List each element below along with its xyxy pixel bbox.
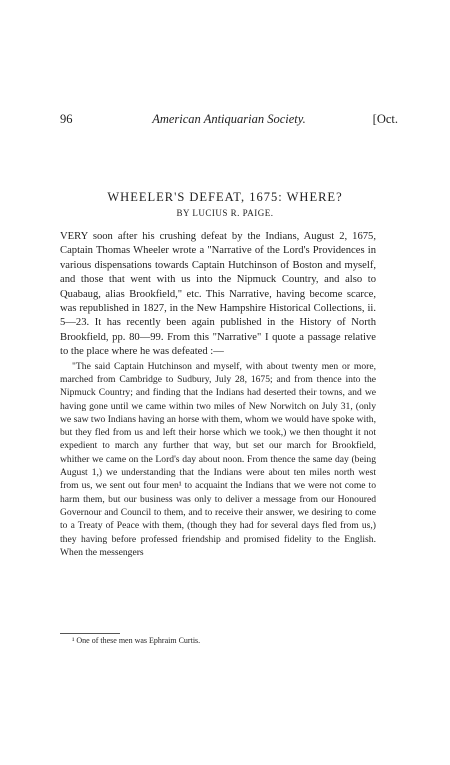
article-title: WHEELER'S DEFEAT, 1675: WHERE? <box>107 190 343 204</box>
article-byline: BY LUCIUS R. PAIGE. <box>176 208 274 218</box>
page-number: 96 <box>60 112 73 126</box>
quoted-narrative-paragraph: "The said Captain Hutchinson and myself, with about twenty men or more, marched from Cambridge to Sudbury, July 28, 1675; and from thence into the Nipmuck Country; and finding that the Indians had deserted their towns, and we having gone until we came within two miles of New Norwitch on July 31, (only we saw two Indians having an horse with them, whom we would have spoke with, but they fled from us and left their horse which we took,) we then thought it not expedient to march any further that way, but set our march for Brookfield, whither we came on the Lord's day about noon. From thence the same day (being August 1,) we understanding that the Indians were about ten miles north west from us, we sent out four men¹ to acquaint the Indians that we were not come to harm them, but our business was only to deliver a message from our Honoured Governour and Council to them, and to receive their answer, we desiring to come to a Treaty of Peace with them, (though they had for several days fled from us,) they having before professed friendship and promised fidelity to the English. When the messengers <box>60 360 377 558</box>
article-body <box>60 230 376 559</box>
running-head <box>60 112 398 128</box>
intro-paragraph: VERY soon after his crushing defeat by the Indians, August 2, 1675, Captain Thomas Wheeler wrote a "Narrative of the Lord's Providences in various dispensations towards Captain Hutchinson of Boston and myself, and those that went with us into the Nipmuck Country, and also to Quabaug, alias Brookfield," etc. This Narrative, having become scarce, was republished in 1827, in the New Hampshire Historical Collections, ii. 5—23. It has recently been again published in the History of North Brookfield, pp. 80—99. From this "Narrative" I quote a passage relative to the place where he was defeated :— <box>60 231 376 358</box>
footnote: ¹ One of these men was Ephraim Curtis. <box>72 636 201 645</box>
journal-title: American Antiquarian Society. <box>152 112 306 126</box>
footnote-divider <box>60 633 120 634</box>
running-head-month: [Oct. <box>372 112 398 126</box>
